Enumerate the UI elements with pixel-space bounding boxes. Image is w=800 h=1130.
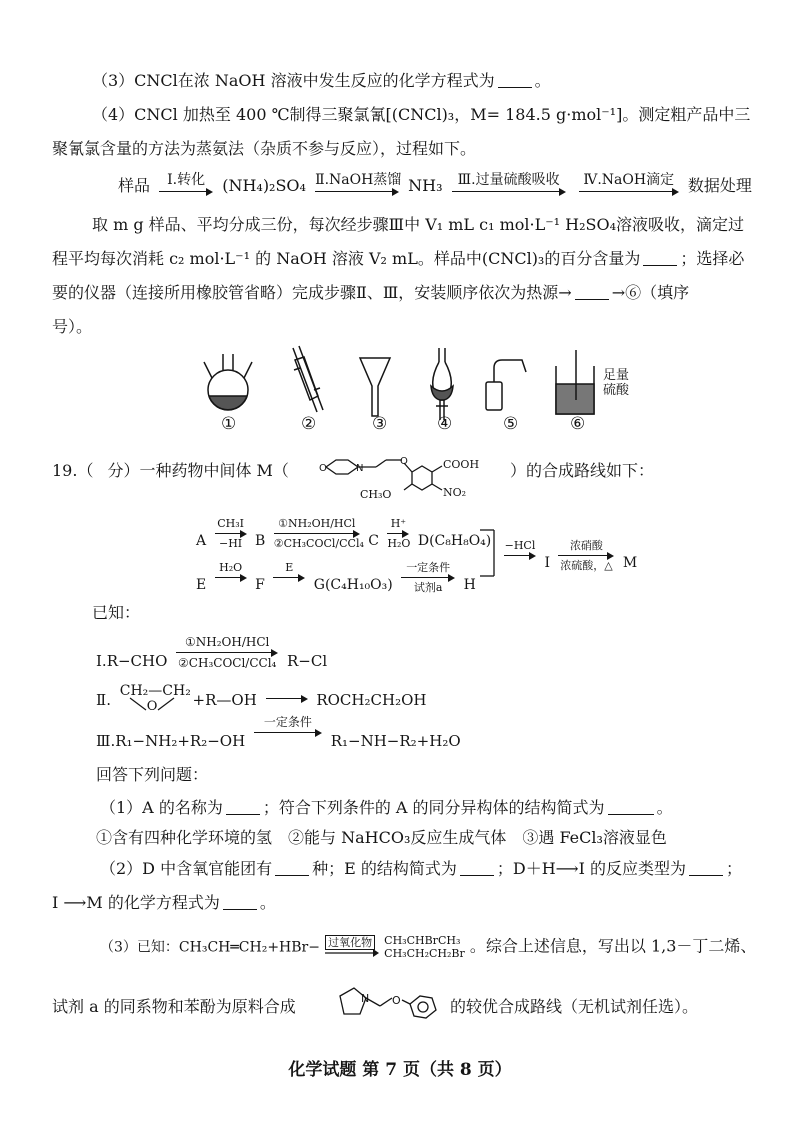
known-reaction-1: Ⅰ.R−CHO ①NH₂OH/HCl ②CH₃COCl/CCl₄ R−Cl	[96, 635, 328, 670]
apparatus-diagram	[190, 340, 630, 435]
route-row-1: A CH₃I −HI B ①NH₂OH/HCl ②CH₃COCl/CCl₄ C H⁺ H₂O D(C₈H₈O₄)	[196, 517, 492, 550]
answer-blank[interactable]	[460, 860, 494, 876]
svg-text:N: N	[356, 463, 364, 474]
route-arrow: H⁺ H₂O	[387, 517, 411, 550]
separatory-funnel-icon	[431, 348, 453, 420]
acid-label: 足量 硫酸	[603, 368, 630, 398]
q19-sub3-cont: 试剂 a 的同系物和苯酚为原料合成	[52, 997, 296, 1016]
apparatus-label-1: ①	[221, 414, 237, 434]
answer-prompt: 回答下列问题：	[96, 765, 209, 784]
answer-blank[interactable]	[608, 799, 654, 815]
q18-part3: （3）CNCl在浓 NaOH 溶液中发生反应的化学方程式为 。	[92, 71, 551, 90]
route-row-2: E H₂O F E G(C₄H₁₀O₃) 一定条件 试剂a H	[196, 561, 476, 594]
q18-part4-line1: （4）CNCl 加热至 400 ℃制得三聚氯氰[(CNCl)₃，M= 184.5 g·mol⁻¹]。测定粗产品中三	[92, 105, 751, 124]
answer-blank[interactable]	[275, 860, 309, 876]
answer-blank[interactable]	[689, 860, 723, 876]
q18-data-line4: 号）。	[52, 317, 93, 336]
route-arrow: 一定条件 试剂a	[397, 562, 459, 594]
page-footer: 化学试题 第 7 页（共 8 页）	[288, 1060, 512, 1080]
beaker-icon	[556, 350, 594, 414]
route-arrow: CH₃I −HI	[211, 518, 251, 550]
answer-blank[interactable]	[498, 72, 532, 88]
route-arrow: ①NH₂OH/HCl ②CH₃COCl/CCl₄	[273, 517, 364, 550]
q18-data-line1: 取 m g 样品、平均分成三份，每次经步骤Ⅲ中 V₁ mL c₁ mol·L⁻¹ H₂SO₄溶液吸收，滴定过	[92, 215, 745, 234]
q19-sub3-end: 的较优合成路线（无机试剂任选）。	[450, 997, 699, 1016]
route-arrow: E	[269, 562, 309, 594]
q18-part4-line2: 聚氰氯含量的方法为蒸氨法（杂质不参与反应），过程如下。	[52, 139, 477, 158]
process-flow: 样品 Ⅰ.转化 (NH₄)₂SO₄ Ⅱ.NaOH蒸馏 NH₃ Ⅲ.过量硫酸吸收 Ⅳ.NaOH滴定 数据处理	[118, 172, 752, 195]
answer-blank[interactable]	[226, 799, 260, 815]
q19-heading-tail: ）的合成路线如下：	[510, 461, 655, 480]
route-arrow: 浓硝酸 浓硫酸，△	[560, 539, 613, 572]
known-reaction-3: Ⅲ.R₁−NH₂+R₂−OH 一定条件 R₁−NH−R₂+H₂O	[96, 715, 461, 750]
q19-heading: 19.（ 分）一种药物中间体 M（	[52, 461, 289, 480]
answer-blank[interactable]	[223, 894, 257, 910]
epoxide-structure: CH₂—CH₂ O	[119, 683, 191, 714]
q19-sub3: （3）已知：CH₃CH═CH₂+HBr− 过氧化物 CH₃CHBrCH₃ CH₃CH₂CH₂Br 。综合上述信息，写出以 1,3－丁二烯、	[100, 934, 757, 960]
reaction-arrow: ①NH₂OH/HCl ②CH₃COCl/CCl₄	[178, 635, 277, 670]
route-arrow: H₂O	[211, 562, 251, 594]
svg-text:O: O	[400, 456, 408, 467]
svg-text:O: O	[392, 994, 401, 1007]
svg-text:NO₂: NO₂	[443, 486, 467, 499]
q19-sub2: （2）D 中含氧官能团有 种；E 的结构简式为 ；D＋H⟶I 的反应类型为 ；	[100, 859, 743, 878]
q18-data-line3: 要的仪器（连接所用橡胶管省略）完成步骤Ⅱ、Ⅲ，安装顺序依次为热源→ →⑥（填序	[52, 283, 690, 302]
svg-text:CH₃O: CH₃O	[360, 488, 392, 500]
svg-text:N: N	[361, 992, 370, 1005]
bent-tube-icon	[486, 360, 526, 410]
condenser-icon	[293, 346, 323, 412]
svg-text:O: O	[319, 463, 327, 474]
apparatus-label-3: ③	[372, 414, 388, 434]
molecule-m-structure	[318, 450, 528, 500]
apparatus-label-5: ⑤	[503, 414, 519, 434]
q19-conditions: ①含有四种化学环境的氢 ②能与 NaHCO₃反应生成气体 ③遇 FeCl₃溶液显色	[96, 828, 667, 847]
route-arrow: −HCl	[500, 540, 540, 572]
target-molecule-structure	[326, 980, 446, 1032]
three-neck-flask-icon	[204, 354, 252, 410]
reaction-arrow	[262, 682, 312, 716]
q18-data-line2: 程平均每次消耗 c₂ mol·L⁻¹ 的 NaOH 溶液 V₂ mL。样品中(CNCl)₃的百分含量为 ；选择必	[52, 249, 745, 268]
flow-arrow-1: Ⅰ.转化	[155, 172, 217, 196]
svg-text:COOH: COOH	[443, 458, 480, 471]
apparatus-label-6: ⑥	[570, 414, 586, 434]
hbr-products: CH₃CHBrCH₃ CH₃CH₂CH₂Br	[384, 934, 465, 960]
peroxide-arrow: 过氧化物	[325, 937, 379, 957]
apparatus-label-2: ②	[301, 414, 317, 434]
reaction-arrow: 一定条件	[250, 716, 326, 750]
known-reaction-2: Ⅱ. CH₂—CH₂ O +R—OH ROCH₂CH₂OH	[96, 683, 427, 714]
answer-blank[interactable]	[643, 250, 677, 266]
answer-blank[interactable]	[575, 284, 609, 300]
flow-arrow-3: Ⅲ.过量硫酸吸收	[448, 172, 570, 196]
known-title: 已知：	[92, 603, 141, 622]
q19-sub2-cont: I ⟶M 的化学方程式为 。	[52, 893, 276, 912]
route-row-merge: −HCl I 浓硝酸 浓硫酸，△ M	[500, 540, 637, 572]
funnel-icon	[360, 358, 390, 416]
flow-arrow-4: Ⅳ.NaOH滴定	[575, 172, 683, 196]
flow-arrow-2: Ⅱ.NaOH蒸馏	[311, 172, 403, 196]
q19-sub1: （1）A 的名称为 ；符合下列条件的 A 的同分异构体的结构简式为 。	[100, 798, 673, 817]
apparatus-label-4: ④	[437, 414, 453, 434]
